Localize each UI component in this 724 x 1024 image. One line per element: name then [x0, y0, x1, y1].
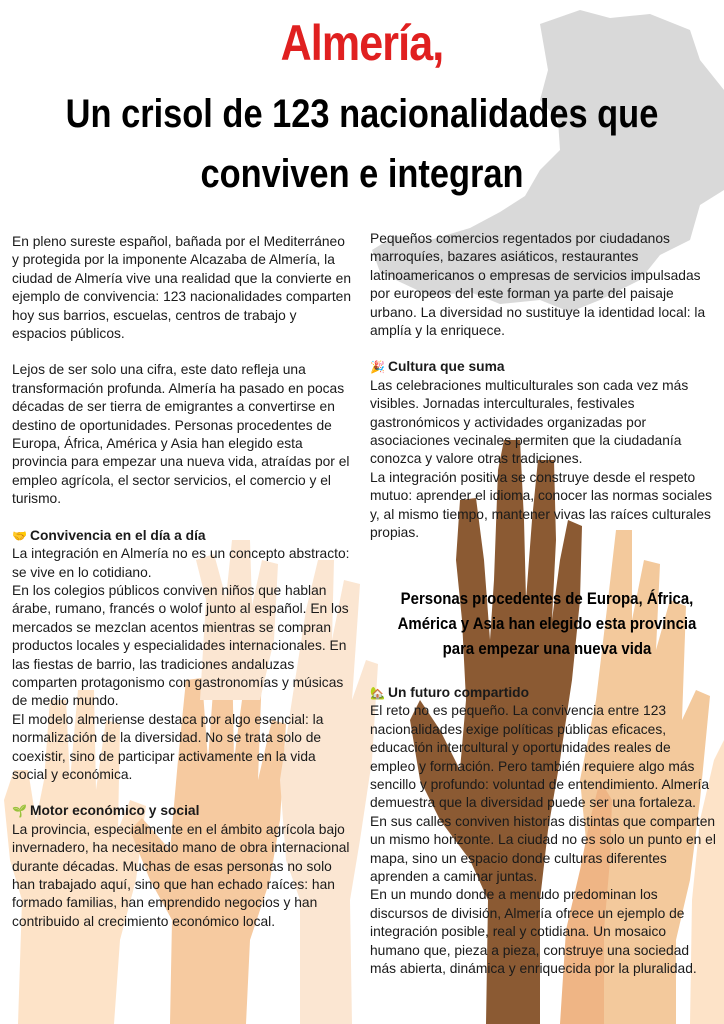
party-popper-icon: 🎉 [370, 360, 385, 375]
right-column-top [370, 230, 716, 543]
convivencia-paragraph-2: En los colegios públicos conviven niños que hablan árabe, rumano, francés o wolof junto al español. En los mercados se mezclan acentos mientras se compran productos locales y especialidades internacionales. En las fiestas de barrio, las tradiciones andaluzas comparten protagonismo con gastronomías y músicas de medio mundo. [12, 582, 349, 709]
intro-paragraph-1: En pleno sureste español, bañada por el Mediterráneo y protegida por la imponente Alcazaba de Almería, la ciudad de Almería vive una realidad que la convierte en ejemplo de convivencia: 123 nacionalidades comparten hoy sus barrios, escuelas, centros de trabajo y espacios públicos. [12, 234, 352, 342]
futuro-paragraph-1: El reto no es pequeño. La convivencia entre 123 nacionalidades exige políticas públicas eficaces, educación intercultural y oportunidades reales de empleo y formación. Pero también requiere algo más sencillo y profundo: voluntad de entendimiento. Almería demuestra que la diversidad puede ser una fortaleza. En sus calles conviven historias distintas que comparten un mismo horizonte. La ciudad no es solo un punto en el mapa, sino un espacio donde culturas diferentes aprenden a caminar juntas. [370, 703, 716, 885]
right-column-bottom [370, 684, 716, 979]
page-title-subtitle: Un crisol de 123 nacionalidades que conviven e integran [65, 92, 659, 196]
intro-paragraph-2: Lejos de ser solo una cifra, este dato refleja una transformación profunda. Almería ha pasado en pocas décadas de ser tierra de emigrantes a convertirse en destino de oportunidades. Personas procedentes de Europa, África, América y Asia han elegido esta provincia para empezar una nueva vida, atraídas por el empleo agrícola, el sector servicios, el comercio y el turismo. [12, 362, 350, 507]
section-heading-convivencia: 🤝 Convivencia en el día a día [12, 527, 352, 545]
page-title-city: Almería, [280, 15, 444, 71]
pull-quote: Personas procedentes de Europa, África, América y Asia han elegido esta provincia para empezar una nueva vida [397, 589, 697, 658]
futuro-paragraph-2: En un mundo donde a menudo predominan los discursos de división, Almería ofrece un ejemplo de integración posible, real y cotidiana. Un mosaico humano que, pieza a pieza, construye una sociedad más abierta, dinámica y enriquecida por la pluralidad. [370, 887, 697, 977]
section-heading-motor: 🌱 Motor económico y social [12, 802, 352, 820]
convivencia-paragraph-3: El modelo almeriense destaca por algo esencial: la normalización de la diversidad. No se trata solo de coexistir, sino de participar activamente en la vida social y económica. [12, 711, 324, 782]
motor-paragraph-1: La provincia, especialmente en el ámbito agrícola bajo invernadero, ha necesitado mano de obra internacional durante décadas. Muchas de esas personas no solo han trabajado aquí, sino que han echado raíces: han formado familias, han emprendido negocios y han contribuido al crecimiento económico local. [12, 821, 350, 929]
cultura-paragraph-1: Las celebraciones multiculturales son cada vez más visibles. Jornadas interculturales, festivales gastronómicos y actividades organizadas por asociaciones vecinales permiten que la ciudadanía conozca y valore otras tradiciones. [370, 377, 689, 467]
right-paragraph-1: Pequeños comercios regentados por ciudadanos marroquíes, bazares asiáticos, restaurantes latinoamericanos o empresas de servicios impulsadas por europeos del este forman ya parte del paisaje urbano. La diversidad no sustituye la identidad local: la amplía y la enriquece. [370, 231, 706, 339]
convivencia-paragraph-1: La integración en Almería no es un concepto abstracto: se vive en lo cotidiano. [12, 546, 350, 580]
section-heading-futuro: 🏡 Un futuro compartido [370, 684, 716, 702]
cultura-paragraph-2: La integración positiva se construye desde el respeto mutuo: aprender el idioma, conocer las normas sociales y, al mismo tiempo, mantener vivas las raíces culturales propias. [370, 469, 713, 541]
handshake-icon: 🤝 [12, 528, 27, 543]
house-icon: 🏡 [370, 686, 385, 700]
left-column [12, 233, 352, 931]
section-heading-cultura: 🎉 Cultura que suma [370, 358, 716, 376]
seedling-icon: 🌱 [12, 804, 27, 819]
